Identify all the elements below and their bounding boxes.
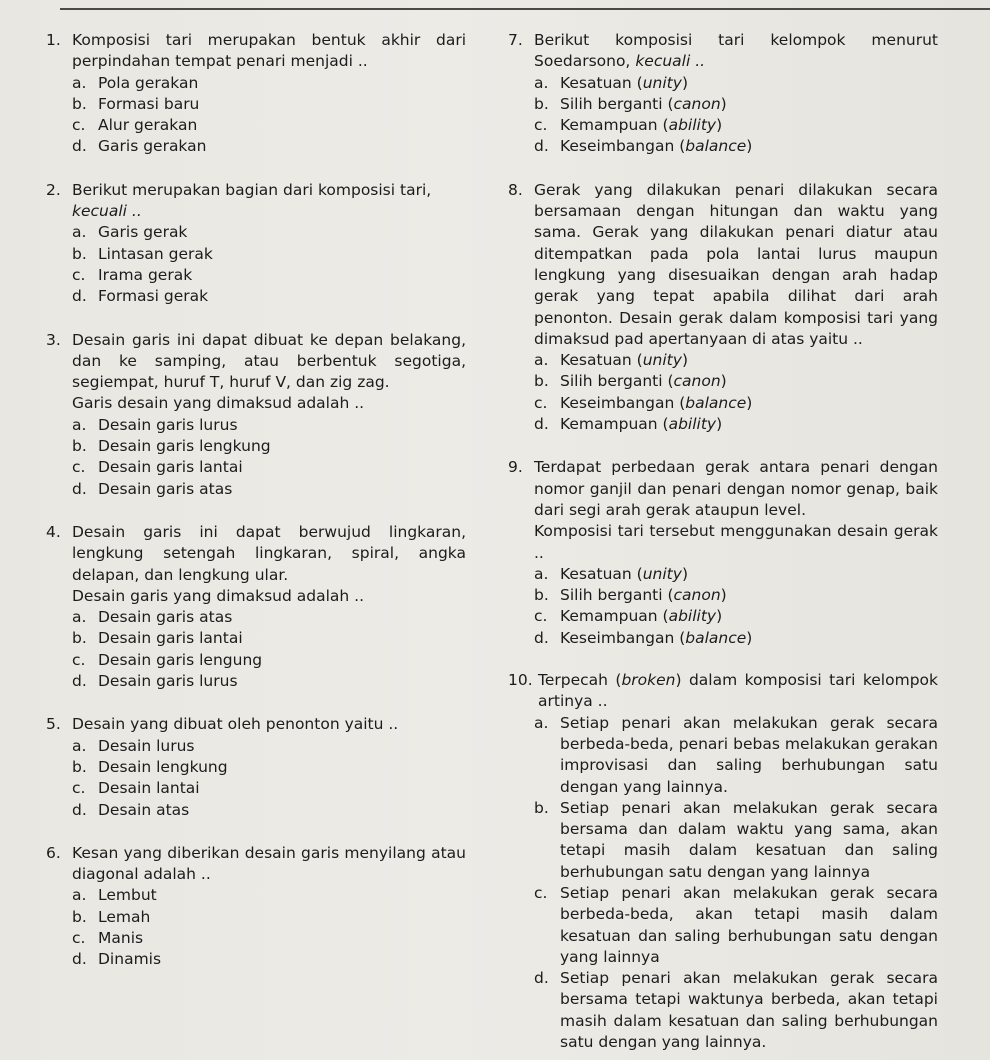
option-text: Kemampuan bbox=[560, 116, 658, 135]
option-a bbox=[72, 222, 466, 243]
option-text: Desain garis lurus bbox=[98, 415, 238, 434]
option-text: Garis gerak bbox=[98, 223, 188, 242]
option-text: Setiap penari akan melakukan gerak secara berbeda-beda, penari bebas melakukan gerakan improvisasi dan saling berhubungan satu dengan yang lainnya. bbox=[560, 713, 938, 796]
option-d bbox=[72, 479, 466, 500]
option-text: Keseimbangan bbox=[560, 393, 675, 412]
option-text: Silih berganti bbox=[560, 94, 663, 113]
option-d: d. Kemampuan (ability) bbox=[534, 414, 938, 435]
option-letter: c. bbox=[72, 265, 86, 284]
option-a bbox=[72, 736, 466, 757]
question-5 bbox=[46, 714, 466, 820]
option-letter: a. bbox=[72, 886, 87, 905]
question-4 bbox=[46, 522, 466, 692]
question-italic-text: kecuali .. bbox=[72, 202, 142, 221]
question-number: 9. bbox=[508, 458, 523, 477]
question-text: Komposisi tari merupakan bentuk akhir dari perpindahan tempat penari menjadi .. bbox=[72, 31, 466, 71]
option-letter: a. bbox=[72, 415, 87, 434]
option-letter: d. bbox=[72, 800, 87, 819]
option-letter: b. bbox=[534, 586, 549, 605]
option-b bbox=[72, 436, 466, 457]
question-text: Gerak yang dilakukan penari dilakukan secara bersamaan dengan hitungan dan waktu yang sama. Gerak yang dilakukan penari diatur atau ditempatkan pada pola lantai lurus maupun lengkung yang disesuaikan dengan arah hadap gerak yang tepat apabila dilihat dari arah penonton. Desain gerak dalam komposisi tari yang dimaksud pad apertanyaan di atas yaitu .. bbox=[534, 180, 938, 348]
option-text: Lintasan gerak bbox=[98, 244, 213, 263]
question-number: 5. bbox=[46, 715, 61, 734]
option-text: Desain garis lantai bbox=[98, 458, 243, 477]
option-text: Kemampuan bbox=[560, 415, 658, 434]
option-text: Manis bbox=[98, 928, 144, 947]
question-1 bbox=[46, 30, 466, 158]
option-letter: a. bbox=[534, 564, 549, 583]
option-text: Keseimbangan bbox=[560, 137, 675, 156]
option-b bbox=[72, 628, 466, 649]
option-letter: c. bbox=[72, 779, 86, 798]
option-d bbox=[72, 671, 466, 692]
option-term: canon bbox=[673, 94, 721, 113]
option-text: Silih berganti bbox=[560, 586, 663, 605]
question-number: 10. bbox=[508, 671, 533, 690]
question-6 bbox=[46, 843, 466, 971]
question-text: Kesan yang diberikan desain garis menyilang atau diagonal adalah .. bbox=[72, 843, 466, 884]
option-letter: c. bbox=[72, 116, 86, 135]
option-a bbox=[72, 415, 466, 436]
option-d bbox=[72, 286, 466, 307]
question-number: 6. bbox=[46, 843, 61, 862]
option-term: balance bbox=[685, 137, 747, 156]
question-text: Terdapat perbedaan gerak antara penari dengan nomor ganjil dan penari dengan nomor genap, baik dari segi arah gerak ataupun level. bbox=[534, 458, 938, 519]
option-text: Desain lantai bbox=[98, 779, 200, 798]
option-letter: a. bbox=[72, 736, 87, 755]
option-c: c. Kemampuan (ability) bbox=[534, 606, 938, 627]
option-letter: b. bbox=[72, 437, 87, 456]
option-b: b. Silih berganti (canon) bbox=[534, 585, 938, 606]
question-number: 2. bbox=[46, 180, 61, 199]
option-text: Keseimbangan bbox=[560, 628, 675, 647]
option-c bbox=[72, 265, 466, 286]
option-b bbox=[72, 244, 466, 265]
option-text: Setiap penari akan melakukan gerak secara berbeda-beda, akan tetapi masih dalam kesatuan dan saling berhubungan satu dengan yang lainnya bbox=[560, 883, 938, 966]
option-d bbox=[534, 968, 938, 1053]
question-3 bbox=[46, 330, 466, 500]
question-text: Berikut komposisi tari kelompok menurut Soedarsono, bbox=[534, 31, 938, 71]
option-text: Setiap penari akan melakukan gerak secara bersama tetapi waktunya berbeda, akan tetapi masih dalam kesatuan dan saling berhubungan satu dengan yang lainnya. bbox=[560, 969, 938, 1052]
option-b bbox=[72, 907, 466, 928]
option-term: balance bbox=[685, 393, 747, 412]
option-text: Formasi gerak bbox=[98, 287, 209, 306]
option-letter: a. bbox=[534, 73, 549, 92]
option-text: Setiap penari akan melakukan gerak secara bersama dan dalam waktu yang sama, akan tetapi masih dalam kesatuan dan saling berhubungan satu dengan yang lainnya bbox=[560, 798, 938, 881]
option-a bbox=[72, 607, 466, 628]
option-letter: d. bbox=[72, 287, 87, 306]
option-b bbox=[72, 757, 466, 778]
question-2 bbox=[46, 180, 466, 308]
option-letter: d. bbox=[534, 415, 549, 434]
option-text: Garis gerakan bbox=[98, 137, 207, 156]
option-letter: c. bbox=[72, 458, 86, 477]
option-a bbox=[72, 885, 466, 906]
option-letter: b. bbox=[72, 244, 87, 263]
option-a: a. Kesatuan (unity) bbox=[534, 350, 938, 371]
question-text: Desain garis ini dapat berwujud lingkaran, lengkung setengah lingkaran, spiral, angka delapan, dan lengkung ular. bbox=[72, 522, 466, 584]
option-text: Lembut bbox=[98, 886, 157, 905]
option-letter: b. bbox=[72, 907, 87, 926]
option-letter: c. bbox=[72, 928, 86, 947]
option-a: a. Kesatuan (unity) bbox=[534, 73, 938, 94]
option-b: b. Silih berganti (canon) bbox=[534, 371, 938, 392]
question-number: 7. bbox=[508, 31, 523, 49]
question-text: Desain yang dibuat oleh penonton yaitu .. bbox=[72, 715, 399, 734]
option-term: canon bbox=[673, 372, 721, 391]
option-d bbox=[72, 949, 466, 970]
option-c bbox=[72, 457, 466, 478]
option-d bbox=[72, 800, 466, 821]
option-term: unity bbox=[642, 351, 682, 370]
option-b bbox=[534, 798, 938, 883]
option-letter: b. bbox=[534, 372, 549, 391]
option-letter: c. bbox=[72, 650, 86, 669]
option-letter: c. bbox=[534, 883, 548, 902]
question-text: Berikut merupakan bagian dari komposisi tari, bbox=[72, 180, 432, 199]
option-d: d. Keseimbangan (balance) bbox=[534, 628, 938, 649]
question-italic-text: kecuali .. bbox=[635, 52, 706, 71]
question-text-post: ) dalam komposisi tari kelompok artinya .. bbox=[538, 671, 938, 711]
question-10 bbox=[508, 670, 938, 1053]
option-term: canon bbox=[673, 586, 721, 605]
right-column bbox=[508, 30, 938, 1053]
question-prompt: Desain garis yang dimaksud adalah .. bbox=[72, 586, 365, 605]
question-text: Desain garis ini dapat dibuat ke depan belakang, dan ke samping, atau berbentuk segotiga, segiempat, huruf T, huruf V, dan zig zag. bbox=[72, 330, 466, 392]
option-letter: c. bbox=[534, 116, 548, 135]
option-c: c. Keseimbangan (balance) bbox=[534, 393, 938, 414]
option-term: ability bbox=[668, 415, 717, 434]
option-text: Alur gerakan bbox=[98, 116, 198, 135]
option-letter: d. bbox=[534, 137, 549, 156]
option-letter: b. bbox=[72, 757, 87, 776]
option-c bbox=[534, 883, 938, 968]
option-text: Desain garis atas bbox=[98, 608, 233, 627]
option-b: b. Silih berganti (canon) bbox=[534, 94, 938, 115]
question-number: 4. bbox=[46, 522, 61, 541]
left-column bbox=[46, 30, 466, 971]
option-c bbox=[72, 115, 466, 136]
question-number: 1. bbox=[46, 31, 61, 49]
option-text: Irama gerak bbox=[98, 265, 193, 284]
option-text: Kesatuan bbox=[560, 351, 632, 370]
option-b bbox=[72, 94, 466, 115]
option-letter: b. bbox=[72, 94, 87, 113]
option-text: Desain garis lurus bbox=[98, 672, 238, 691]
option-c bbox=[72, 778, 466, 799]
option-text: Kesatuan bbox=[560, 73, 632, 92]
option-text: Desain lurus bbox=[98, 736, 195, 755]
option-a bbox=[534, 713, 938, 798]
option-letter: d. bbox=[72, 137, 87, 156]
option-c: c. Kemampuan (ability) bbox=[534, 115, 938, 136]
option-c bbox=[72, 650, 466, 671]
question-number: 8. bbox=[508, 180, 523, 199]
question-number: 3. bbox=[46, 330, 61, 349]
option-a: a. Kesatuan (unity) bbox=[534, 564, 938, 585]
option-letter: b. bbox=[534, 798, 549, 817]
option-text: Kemampuan bbox=[560, 607, 658, 626]
option-term: ability bbox=[668, 116, 717, 135]
question-7 bbox=[508, 30, 938, 158]
option-term: unity bbox=[642, 73, 682, 92]
question-prompt: Garis desain yang dimaksud adalah .. bbox=[72, 394, 365, 413]
question-8 bbox=[508, 180, 938, 436]
option-text: Desain atas bbox=[98, 800, 190, 819]
option-letter: b. bbox=[72, 629, 87, 648]
option-text: Pola gerakan bbox=[98, 73, 199, 92]
question-9 bbox=[508, 457, 938, 649]
option-text: Formasi baru bbox=[98, 94, 200, 113]
option-term: unity bbox=[642, 564, 682, 583]
option-a bbox=[72, 73, 466, 94]
header-rule bbox=[60, 8, 990, 10]
option-d bbox=[72, 136, 466, 157]
option-d: d. Keseimbangan (balance) bbox=[534, 136, 938, 157]
option-letter: d. bbox=[72, 950, 87, 969]
option-text: Desain garis lantai bbox=[98, 629, 243, 648]
option-letter: d. bbox=[534, 969, 549, 988]
option-letter: a. bbox=[72, 608, 87, 627]
option-text: Desain lengkung bbox=[98, 757, 228, 776]
option-letter: d. bbox=[72, 479, 87, 498]
option-c bbox=[72, 928, 466, 949]
option-text: Dinamis bbox=[98, 950, 162, 969]
question-italic-text: broken bbox=[621, 671, 676, 690]
option-letter: d. bbox=[534, 628, 549, 647]
option-letter: a. bbox=[72, 73, 87, 92]
option-text: Desain garis lengkung bbox=[98, 437, 271, 456]
option-text: Desain garis lengung bbox=[98, 650, 263, 669]
option-term: balance bbox=[685, 628, 747, 647]
option-text: Desain garis atas bbox=[98, 479, 233, 498]
option-term: ability bbox=[668, 607, 717, 626]
option-letter: a. bbox=[534, 351, 549, 370]
option-letter: d. bbox=[72, 672, 87, 691]
option-text: Lemah bbox=[98, 907, 151, 926]
option-letter: b. bbox=[534, 94, 549, 113]
option-letter: c. bbox=[534, 607, 548, 626]
option-text: Silih berganti bbox=[560, 372, 663, 391]
question-text-pre: Terpecah ( bbox=[538, 671, 622, 690]
option-letter: c. bbox=[534, 393, 548, 412]
question-prompt: Komposisi tari tersebut menggunakan desain gerak .. bbox=[534, 522, 938, 562]
option-letter: a. bbox=[72, 223, 87, 242]
option-letter: a. bbox=[534, 713, 549, 732]
option-text: Kesatuan bbox=[560, 564, 632, 583]
